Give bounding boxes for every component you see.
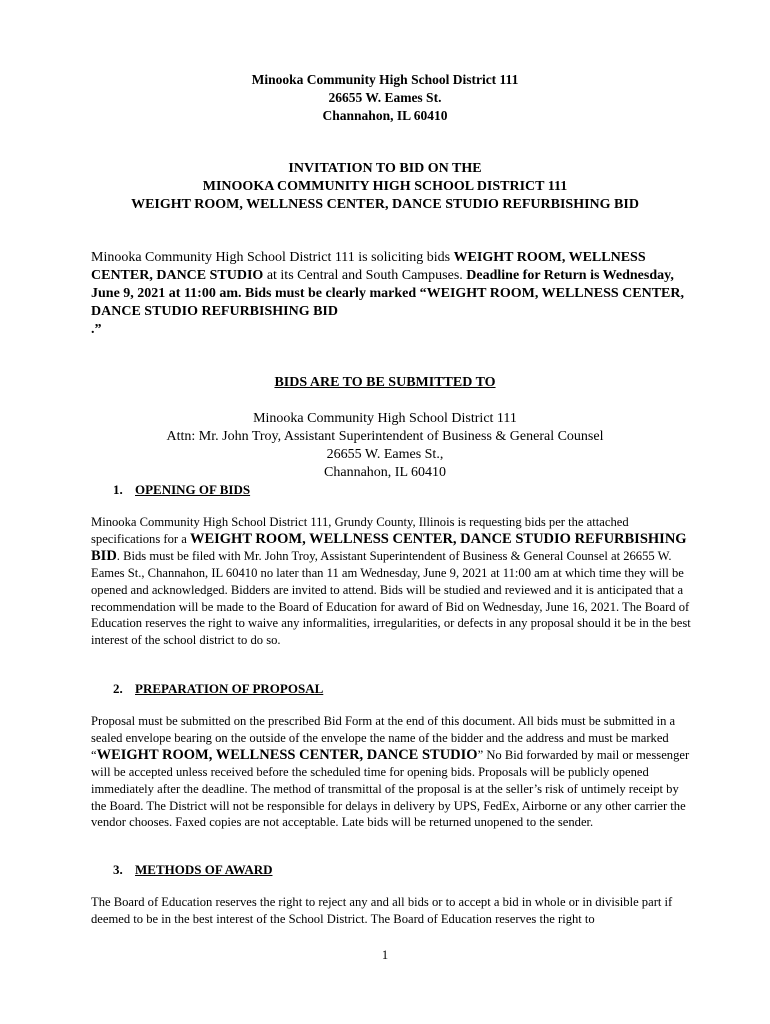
section-2-bold: WEIGHT ROOM, WELLNESS CENTER, DANCE STUDIO	[96, 746, 478, 763]
intro-bold-1: WEIGHT ROOM, WELLNESS CENTER, DANCE STUDIO	[91, 250, 646, 283]
district-header	[0, 71, 770, 125]
section-3-text-1: The Board of Education reserves the right to reject any and all bids or to accept a bid in whole or in divisible part if deemed to be in the best interest of the School District. The Board of Education reserves the right to	[91, 895, 673, 926]
section-1-number: 1.	[113, 482, 123, 497]
submit-heading: BIDS ARE TO BE SUBMITTED TO	[274, 375, 496, 390]
intro-text-2: at its Central and South Campuses.	[263, 268, 467, 283]
section-1-text-2: . Bids must be filed with Mr. John Troy, Assistant Superintendent of Business & General Counsel at 26655 W. Eames St., Channahon, IL 60410 no later than 11 am Wednesday, June 9, 2021 at 11:00 am at which time they will be opened and acknowledged. Bidders are invited to attend. Bids will be studied and reviewed and it is anticipated that a recommendation will be made to the Board of Education for award of Bid on Wednesday, June 16, 2021. The Board of Education reserves the right to waive any informalities, irregularities, or defects in any proposal should it be in the best interest of the school district to do so.	[91, 548, 691, 648]
address-line-3: 26655 W. Eames St.,	[326, 447, 444, 462]
section-3-heading	[113, 862, 272, 878]
header-district-name: Minooka Community High School District 111	[251, 72, 519, 87]
section-1-bold: WEIGHT ROOM, WELLNESS CENTER, DANCE STUDIO REFURBISHING BID	[91, 530, 687, 564]
section-2-text-2: ” No Bid forwarded by mail or messenger will be accepted unless received before the scheduled time for opening bids. Proposals will be publicly opened immediately after the deadline. The method of transmittal of the proposal is at the seller’s risk of untimely receipt by the Board. The District will not be responsible for delays in delivery by UPS, FedEx, Airborne or any other carrier the vendor chooses. Faxed copies are not acceptable. Late bids will be returned unopened to the sender.	[91, 747, 690, 830]
section-2-number: 2.	[113, 681, 123, 696]
section-1-title: OPENING OF BIDS	[135, 482, 251, 497]
section-1-heading	[113, 482, 250, 498]
submission-address	[0, 410, 770, 482]
address-line-1: Minooka Community High School District 111	[253, 411, 517, 426]
invitation-line-2: MINOOKA COMMUNITY HIGH SCHOOL DISTRICT 111	[202, 179, 568, 194]
header-city: Channahon, IL 60410	[322, 108, 448, 123]
intro-bold-2: Deadline for Return is Wednesday, June 9, 2021 at 11:00 am. Bids must be clearly marked “WEIGHT ROOM, WELLNESS CENTER, DANCE STUDIO REFURBISHING BID	[91, 268, 684, 319]
section-2-paragraph	[91, 713, 695, 831]
invitation-line-3: WEIGHT ROOM, WELLNESS CENTER, DANCE STUDIO REFURBISHING BID	[131, 197, 639, 212]
section-2-title: PREPARATION OF PROPOSAL	[135, 681, 324, 696]
intro-paragraph	[91, 249, 691, 339]
section-3-number: 3.	[113, 862, 123, 877]
intro-text-1: Minooka Community High School District 111 is soliciting bids	[91, 250, 454, 265]
section-3-title: METHODS OF AWARD	[135, 862, 273, 877]
section-2-heading	[113, 681, 323, 697]
page-number: 1	[381, 948, 389, 962]
invitation-line-1: INVITATION TO BID ON THE	[288, 161, 482, 176]
section-2-text-1: Proposal must be submitted on the prescribed Bid Form at the end of this document. All bids must be submitted in a sealed envelope bearing on the outside of the envelope the name of the bidder and the address and must be marked “	[91, 714, 676, 762]
section-1-text-1: Minooka Community High School District 111, Grundy County, Illinois is requesting bids per the attached specifications for a	[91, 515, 629, 546]
section-1-paragraph	[91, 514, 695, 649]
header-street: 26655 W. Eames St.	[328, 90, 442, 105]
invitation-title	[0, 160, 770, 214]
section-3-paragraph	[91, 894, 695, 928]
address-line-2: Attn: Mr. John Troy, Assistant Superintendent of Business & General Counsel	[166, 429, 604, 444]
intro-bold-3: .”	[91, 322, 102, 337]
address-line-4: Channahon, IL 60410	[324, 465, 446, 480]
